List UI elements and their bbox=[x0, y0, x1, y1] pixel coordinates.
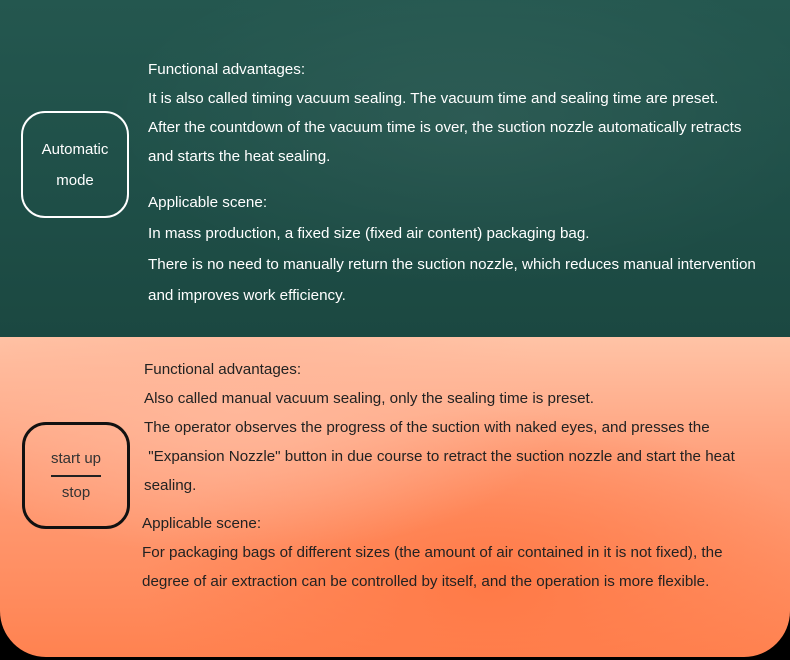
automatic-advantages-heading: Functional advantages: bbox=[148, 61, 306, 78]
start-stop-icon bbox=[22, 422, 130, 529]
manual-scene-line: For packaging bags of different sizes (the amount of air contained in it is not fixed), the bbox=[142, 544, 723, 561]
manual-advantages-block bbox=[144, 355, 735, 500]
stop-label: stop bbox=[61, 483, 91, 501]
automatic-advantages-block bbox=[148, 55, 741, 171]
start-stop-divider bbox=[51, 475, 101, 477]
automatic-scene-heading: Applicable scene: bbox=[148, 194, 268, 211]
manual-scene-block bbox=[142, 509, 723, 596]
manual-scene-line: degree of air extraction can be controlled by itself, and the operation is more flexible. bbox=[142, 573, 710, 590]
automatic-scene-line: In mass production, a fixed size (fixed air content) packaging bag. bbox=[148, 225, 590, 242]
automatic-mode-label-line1: Automatic bbox=[41, 140, 109, 158]
automatic-scene-line: There is no need to manually return the suction nozzle, which reduces manual intervention bbox=[148, 256, 756, 273]
manual-advantages-heading: Functional advantages: bbox=[144, 361, 302, 378]
manual-advantages-line: "Expansion Nozzle" button in due course to retract the suction nozzle and start the heat bbox=[144, 448, 735, 465]
automatic-advantages-line: After the countdown of the vacuum time is over, the suction nozzle automatically retracts bbox=[148, 119, 742, 136]
start-up-label: start up bbox=[50, 449, 102, 467]
automatic-scene-block bbox=[148, 187, 756, 311]
automatic-advantages-line: and starts the heat sealing. bbox=[148, 148, 331, 165]
manual-advantages-line: sealing. bbox=[144, 477, 197, 494]
manual-mode-panel bbox=[0, 337, 790, 657]
manual-advantages-line: The operator observes the progress of the suction with naked eyes, and presses the bbox=[144, 419, 710, 436]
manual-scene-heading: Applicable scene: bbox=[142, 515, 262, 532]
automatic-scene-line: and improves work efficiency. bbox=[148, 287, 346, 304]
manual-advantages-line: Also called manual vacuum sealing, only the sealing time is preset. bbox=[144, 390, 594, 407]
automatic-advantages-line: It is also called timing vacuum sealing. The vacuum time and sealing time are preset. bbox=[148, 90, 719, 107]
automatic-mode-icon bbox=[21, 111, 129, 218]
automatic-mode-label-line2: mode bbox=[56, 171, 94, 189]
